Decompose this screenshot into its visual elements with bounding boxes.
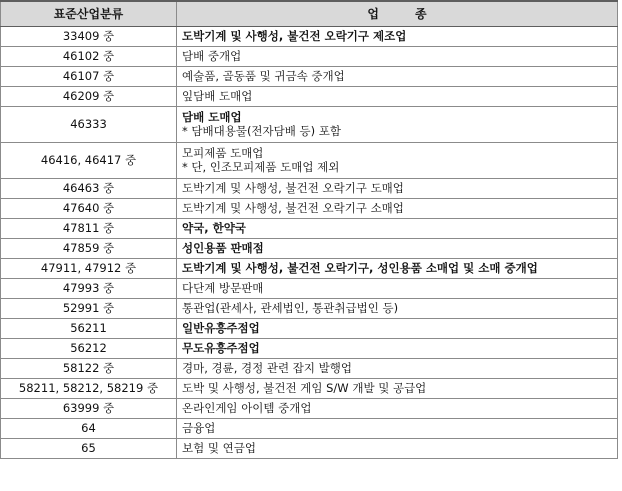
table-row (1, 419, 618, 439)
industry-name: 도박 및 사행성, 불건전 게임 S/W 개발 및 공급업 (177, 379, 618, 399)
industry-code: 65 (1, 439, 177, 459)
industry-note: * 담배대용물(전자담배 등) 포함 (182, 123, 341, 138)
industry-code: 64 (1, 419, 177, 439)
industry-cell (177, 107, 618, 143)
industry-name: 담배 중개업 (177, 47, 618, 67)
industry-name: 예술품, 골동품 및 귀금속 중개업 (177, 67, 618, 87)
table-row (1, 319, 618, 339)
industry-cell (177, 143, 618, 179)
industry-code: 46107 중 (1, 67, 177, 87)
table-row (1, 399, 618, 419)
table-row (1, 379, 618, 399)
industry-note: * 단, 인조모피제품 도매업 제외 (182, 159, 340, 174)
industry-code: 47859 중 (1, 239, 177, 259)
header-code: 표준산업분류 (1, 1, 177, 27)
industry-name: 도박기계 및 사행성, 불건전 오락기구, 성인용품 소매업 및 소매 중개업 (177, 259, 618, 279)
industry-name: 통관업(관세사, 관세법인, 통관취급법인 등) (177, 299, 618, 319)
table-row (1, 219, 618, 239)
table-row (1, 87, 618, 107)
industry-code: 46209 중 (1, 87, 177, 107)
table-row (1, 179, 618, 199)
industry-name: 온라인게임 아이템 중개업 (177, 399, 618, 419)
industry-name: 모피제품 도매업 (182, 145, 264, 160)
table-header (1, 1, 618, 27)
table-row (1, 359, 618, 379)
header-industry-char-2: 종 (415, 6, 427, 21)
industry-code: 46102 중 (1, 47, 177, 67)
industry-name: 다단계 방문판매 (177, 279, 618, 299)
industry-name: 보험 및 연금업 (177, 439, 618, 459)
table-row (1, 199, 618, 219)
industry-code: 47993 중 (1, 279, 177, 299)
industry-code: 46416, 46417 중 (1, 143, 177, 179)
industry-code: 46333 (1, 107, 177, 143)
industry-code: 47911, 47912 중 (1, 259, 177, 279)
industry-code: 46463 중 (1, 179, 177, 199)
industry-name: 약국, 한약국 (177, 219, 618, 239)
industry-name: 도박기계 및 사행성, 불건전 오락기구 도매업 (177, 179, 618, 199)
industry-code: 52991 중 (1, 299, 177, 319)
industry-code: 63999 중 (1, 399, 177, 419)
industry-code: 47811 중 (1, 219, 177, 239)
table-row (1, 239, 618, 259)
table-row (1, 107, 618, 143)
industry-code: 33409 중 (1, 27, 177, 47)
table-row (1, 279, 618, 299)
industry-name: 무도유흥주점업 (177, 339, 618, 359)
table-row (1, 67, 618, 87)
industry-code: 56212 (1, 339, 177, 359)
table-row (1, 47, 618, 67)
table-row (1, 299, 618, 319)
industry-name: 도박기계 및 사행성, 불건전 오락기구 소매업 (177, 199, 618, 219)
industry-name: 성인용품 판매점 (177, 239, 618, 259)
header-row (1, 1, 618, 27)
industry-name: 담배 도매업 (182, 109, 242, 124)
table-row (1, 27, 618, 47)
table-row (1, 339, 618, 359)
industry-name: 금융업 (177, 419, 618, 439)
header-industry (177, 1, 618, 27)
industry-name: 일반유흥주점업 (177, 319, 618, 339)
industry-code: 58122 중 (1, 359, 177, 379)
table-row (1, 143, 618, 179)
industry-code: 58211, 58212, 58219 중 (1, 379, 177, 399)
table-row (1, 439, 618, 459)
table-row (1, 259, 618, 279)
industry-name: 경마, 경륜, 경정 관련 잡지 발행업 (177, 359, 618, 379)
industry-code: 47640 중 (1, 199, 177, 219)
industry-name: 잎담배 도매업 (177, 87, 618, 107)
table-body (1, 27, 618, 459)
header-industry-char-1: 업 (367, 6, 379, 21)
industry-name: 도박기계 및 사행성, 불건전 오락기구 제조업 (177, 27, 618, 47)
industry-code: 56211 (1, 319, 177, 339)
